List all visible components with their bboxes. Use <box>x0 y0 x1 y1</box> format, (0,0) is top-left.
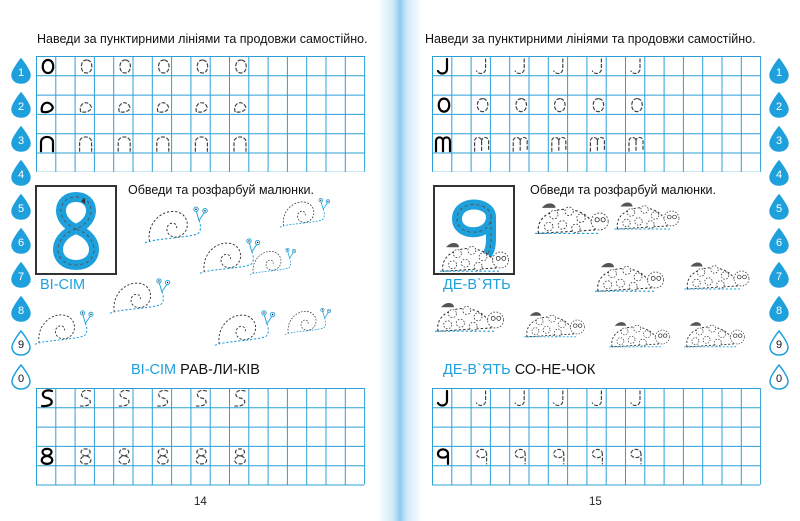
ladybug-icon <box>535 203 608 233</box>
number-drop-9 <box>10 330 32 356</box>
drop-label: 5 <box>17 203 25 215</box>
drop-label: 3 <box>17 135 25 147</box>
left-tracing-grid-top <box>36 56 376 172</box>
right-phrase-word1: ДЕ-В`ЯТЬ <box>443 362 511 378</box>
number-drop-0 <box>10 364 32 390</box>
drop-label: 6 <box>775 237 783 249</box>
number-drop-4 <box>10 160 32 186</box>
snail-icon <box>110 279 170 314</box>
right-numeral-word: ДЕ-В`ЯТЬ <box>443 277 511 293</box>
right-instruction-mid: Обведи та розфарбуй малюнки. <box>530 183 716 197</box>
number-drop-5 <box>768 194 790 220</box>
number-drop-7 <box>10 262 32 288</box>
snail-icon <box>215 311 275 346</box>
ladybug-icon <box>684 322 744 347</box>
drop-label: 2 <box>17 101 25 113</box>
snails-illustration <box>30 196 375 366</box>
drop-label: 1 <box>775 67 783 79</box>
drop-label: 0 <box>775 373 783 385</box>
number-drop-8 <box>768 296 790 322</box>
right-instruction-top: Наведи за пунктирними лініями та продовжи самостійно. <box>425 32 756 46</box>
left-instruction-top: Наведи за пунктирними лініями та продовжи самостійно. <box>37 32 368 46</box>
drop-label: 9 <box>775 339 783 351</box>
number-drop-6 <box>10 228 32 254</box>
right-tracing-grid-top <box>432 56 772 172</box>
left-page-number: 14 <box>194 496 207 508</box>
number-drop-3 <box>10 126 32 152</box>
left-instruction-mid: Обведи та розфарбуй малюнки. <box>128 183 314 197</box>
drop-label: 7 <box>775 271 783 283</box>
ladybug-icon <box>595 263 664 291</box>
ladybug-icon <box>524 312 584 337</box>
number-drop-7 <box>768 262 790 288</box>
right-tracing-grid-bottom <box>432 388 772 486</box>
drop-label: 1 <box>17 67 25 79</box>
snail-icon <box>145 207 207 243</box>
left-tracing-grid-bottom <box>36 388 376 486</box>
drop-label: 2 <box>775 101 783 113</box>
number-drop-6 <box>768 228 790 254</box>
number-drop-1 <box>10 58 32 84</box>
snail-icon <box>200 239 260 274</box>
ladybug-icon <box>685 263 750 289</box>
drop-label: 8 <box>17 305 25 317</box>
drop-label: 5 <box>775 203 783 215</box>
snail-icon <box>250 248 296 274</box>
number-drop-0 <box>768 364 790 390</box>
right-page <box>400 0 800 521</box>
number-drop-2 <box>10 92 32 118</box>
drop-label: 4 <box>775 169 783 181</box>
right-phrase-word2: СО-НЕ-ЧОК <box>514 362 596 378</box>
number-drop-3 <box>768 126 790 152</box>
number-drop-1 <box>768 58 790 84</box>
drop-label: 7 <box>17 271 25 283</box>
number-drop-2 <box>768 92 790 118</box>
drop-label: 3 <box>775 135 783 147</box>
right-phrase <box>443 362 595 378</box>
number-drop-4 <box>768 160 790 186</box>
drop-label: 4 <box>17 169 25 181</box>
number-drop-9 <box>768 330 790 356</box>
ladybug-icon <box>609 322 669 347</box>
drop-label: 0 <box>17 373 25 385</box>
number-drop-5 <box>10 194 32 220</box>
left-numeral-word: ВІ-СІМ <box>40 277 86 293</box>
snail-icon <box>35 311 93 345</box>
number-drop-8 <box>10 296 32 322</box>
snail-icon <box>280 198 330 227</box>
drop-label: 8 <box>775 305 783 317</box>
snail-icon <box>285 308 331 334</box>
drop-label: 9 <box>17 339 25 351</box>
left-phrase-word2: РАВ-ЛИ-КІВ <box>180 362 260 378</box>
drop-label: 6 <box>17 237 25 249</box>
ladybug-icon <box>615 203 680 229</box>
right-page-number: 15 <box>589 496 602 508</box>
left-phrase <box>131 362 260 378</box>
ladybugs-illustration <box>430 196 775 366</box>
ladybug-icon <box>435 303 504 331</box>
ladybug-icon <box>440 243 509 271</box>
left-phrase-word1: ВІ-СІМ <box>131 362 177 378</box>
